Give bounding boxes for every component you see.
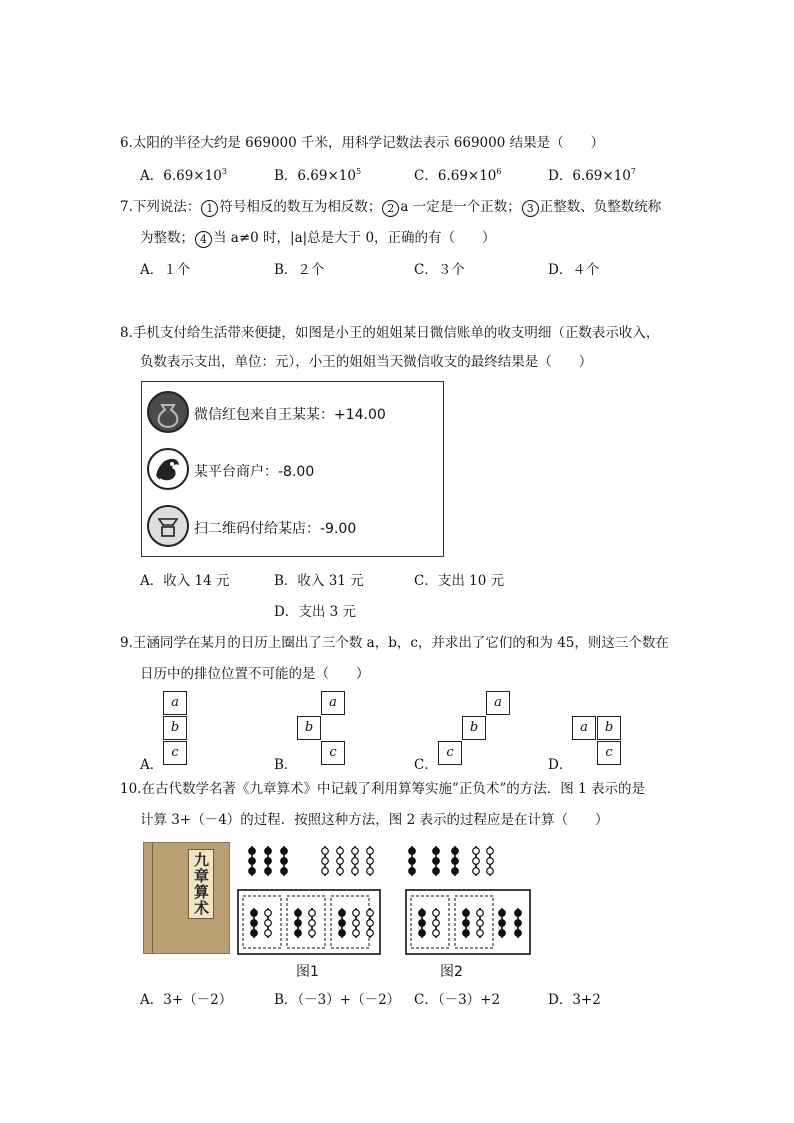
hollow-rod-bead [309, 910, 316, 917]
cartoon-avatar-icon [146, 447, 190, 491]
filled-rod-bead [251, 920, 258, 927]
filled-rod-bead [265, 848, 272, 855]
q9-stem-line1: 9.王涵同学在某月的日历上圈出了三个数 a，b，c，并求出了它们的和为 45，则这三个数在 [120, 635, 669, 651]
hollow-rod-bead [353, 930, 360, 937]
hollow-rod-bead [265, 920, 272, 927]
q6-option-a: A．$6.69\times 10^3$ [140, 167, 227, 184]
bill-text: 扫二维码付给某店：-9.00 [194, 521, 357, 537]
filled-rod-bead [463, 920, 470, 927]
hollow-rod-bead [477, 910, 484, 917]
filled-rod-bead [295, 920, 302, 927]
bill-row [142, 390, 443, 440]
q10-option-b: B．（－3）+（－2） [274, 992, 401, 1008]
filled-rod-bead [249, 868, 256, 875]
hollow-rod-bead [473, 848, 480, 855]
filled-rod-bead [452, 848, 459, 855]
filled-rod-bead [265, 858, 272, 865]
q7-option-c: C．３个 [414, 262, 465, 278]
book-title: 九章算术 [188, 849, 214, 919]
calendar-cell-c: c [438, 741, 462, 765]
filled-rod-bead [251, 910, 258, 917]
q10-option-a: A．3+（－2） [140, 992, 233, 1008]
hollow-rod-bead [322, 848, 329, 855]
hollow-rod-bead [265, 910, 272, 917]
filled-rod-bead [249, 848, 256, 855]
figure-1-dashed-pair [243, 896, 281, 948]
hollow-rod-bead [352, 858, 359, 865]
calendar-cell-c: c [163, 741, 187, 765]
hollow-rod-bead [309, 920, 316, 927]
calendar-cell-b: b [462, 716, 486, 740]
filled-rod-bead [339, 930, 346, 937]
filled-rod-bead [249, 858, 256, 865]
calendar-cell-b: b [297, 716, 321, 740]
q10-stem-line2: 计算 3+（－4）的过程．按照这种方法，图 2 表示的过程应是在计算（ ） [140, 812, 609, 828]
figure-1-caption: 图1 [296, 964, 319, 980]
bill-text: 微信红包来自王某某：+14.00 [194, 407, 386, 423]
calendar-cell-b: b [597, 716, 621, 740]
q9-option-b-label: B． [274, 757, 298, 773]
q8-option-c: C．支出 10 元 [414, 573, 505, 589]
shop-bag-icon [146, 504, 190, 548]
q6-option-b: B．$6.69\times 10^5$ [274, 167, 362, 184]
hollow-rod-bead [433, 930, 440, 937]
q8-option-d: D．支出 3 元 [274, 604, 356, 620]
hollow-rod-bead [367, 930, 374, 937]
hollow-rod-bead [367, 920, 374, 927]
q7-stem-line2: 为整数； 4 当 a≠0 时，|a|总是大于 0，正确的有（ ） [140, 230, 496, 246]
figure-2-caption: 图2 [440, 964, 463, 980]
q10-option-d: D．3+2 [548, 992, 601, 1008]
q7-option-a: A．１个 [140, 262, 191, 278]
hollow-rod-bead [322, 858, 329, 865]
calendar-cell-b: b [163, 716, 187, 740]
filled-rod-bead [295, 930, 302, 937]
filled-rod-bead [409, 858, 416, 865]
filled-rod-bead [433, 848, 440, 855]
filled-rod-bead [499, 910, 506, 917]
filled-rod-bead [265, 868, 272, 875]
hollow-rod-bead [353, 910, 360, 917]
q8-stem-line1: 8.手机支付给生活带来便捷，如图是小王的姐姐某日微信账单的收支明细（正数表示收入， [120, 325, 660, 341]
filled-rod-bead [463, 930, 470, 937]
figure-2-dashed-pair [411, 896, 449, 948]
filled-rod-bead [419, 920, 426, 927]
q9-option-c-label: C． [414, 757, 438, 773]
filled-rod-bead [339, 920, 346, 927]
q10-option-c: C．（－3）+2 [414, 992, 501, 1008]
hollow-rod-bead [367, 848, 374, 855]
book-cover-image [143, 842, 230, 954]
bill-row [142, 447, 443, 497]
filled-rod-bead [251, 930, 258, 937]
q7-option-b: B．２个 [274, 262, 325, 278]
filled-rod-bead [281, 848, 288, 855]
filled-rod-bead [515, 930, 522, 937]
hollow-rod-bead [352, 848, 359, 855]
hollow-rod-bead [352, 868, 359, 875]
figure-2-dashed-pair [455, 896, 493, 948]
hollow-rod-bead [433, 920, 440, 927]
calendar-cell-a: a [486, 691, 510, 715]
calendar-cell-c: c [597, 741, 621, 765]
hollow-rod-bead [473, 858, 480, 865]
filled-rod-bead [515, 910, 522, 917]
hollow-rod-bead [353, 920, 360, 927]
q6-stem: 6.太阳的半径大约是 669000 千米，用科学记数法表示 669000 结果是（ ） [120, 135, 605, 151]
filled-rod-bead [281, 868, 288, 875]
hollow-rod-bead [487, 848, 494, 855]
hollow-rod-bead [477, 920, 484, 927]
filled-rod-bead [281, 858, 288, 865]
filled-rod-bead [295, 910, 302, 917]
calendar-cell-a: a [321, 691, 345, 715]
q6-option-c: C．$6.69\times 10^6$ [414, 167, 502, 184]
q9-option-a-label: A． [140, 757, 164, 773]
filled-rod-bead [452, 868, 459, 875]
calendar-cell-a: a [163, 691, 187, 715]
filled-rod-bead [339, 910, 346, 917]
wechat-bill-panel [141, 381, 444, 557]
filled-rod-bead [499, 930, 506, 937]
q7-stem-line1: 7.下列说法： 1 符号相反的数互为相反数； 2 a 一定是一个正数； 3 正整数、负整数统称 [120, 199, 662, 215]
hollow-rod-bead [265, 930, 272, 937]
filled-rod-bead [515, 920, 522, 927]
q8-option-b: B．收入 31 元 [274, 573, 364, 589]
hollow-rod-bead [367, 910, 374, 917]
filled-rod-bead [452, 858, 459, 865]
hollow-rod-bead [477, 930, 484, 937]
hollow-rod-bead [487, 868, 494, 875]
filled-rod-bead [463, 910, 470, 917]
filled-rod-bead [433, 858, 440, 865]
q8-stem-line2: 负数表示支出，单位：元），小王的姐姐当天微信收支的最终结果是（ ） [140, 354, 593, 370]
hollow-rod-bead [337, 848, 344, 855]
hollow-rod-bead [433, 910, 440, 917]
filled-rod-bead [499, 920, 506, 927]
money-bag-icon [146, 390, 190, 434]
figure-1-dashed-pair [331, 896, 369, 948]
q10-stem-line1: 10.在古代数学名著《九章算术》中记载了利用算筹实施”正负术”的方法．图 1 表示的是 [120, 781, 645, 797]
q6-option-d: D．$6.69\times 10^7$ [548, 167, 636, 184]
filled-rod-bead [419, 910, 426, 917]
hollow-rod-bead [367, 868, 374, 875]
hollow-rod-bead [487, 858, 494, 865]
filled-rod-bead [409, 868, 416, 875]
calendar-cell-a: a [572, 716, 596, 740]
counting-rods-figures [230, 838, 550, 963]
filled-rod-bead [433, 868, 440, 875]
hollow-rod-bead [322, 868, 329, 875]
hollow-rod-bead [309, 930, 316, 937]
q9-option-d-label: D． [548, 757, 573, 773]
filled-rod-bead [409, 848, 416, 855]
hollow-rod-bead [473, 868, 480, 875]
q9-stem-line2: 日历中的排位位置不可能的是（ ） [140, 666, 370, 682]
q7-option-d: D．４个 [548, 262, 600, 278]
hollow-rod-bead [337, 868, 344, 875]
figure-1-dashed-pair [287, 896, 325, 948]
q8-option-a: A．收入 14 元 [140, 573, 230, 589]
filled-rod-bead [419, 930, 426, 937]
hollow-rod-bead [367, 858, 374, 865]
bill-text: 某平台商户：-8.00 [194, 464, 315, 480]
hollow-rod-bead [337, 858, 344, 865]
calendar-cell-c: c [321, 741, 345, 765]
bill-row [142, 504, 443, 554]
